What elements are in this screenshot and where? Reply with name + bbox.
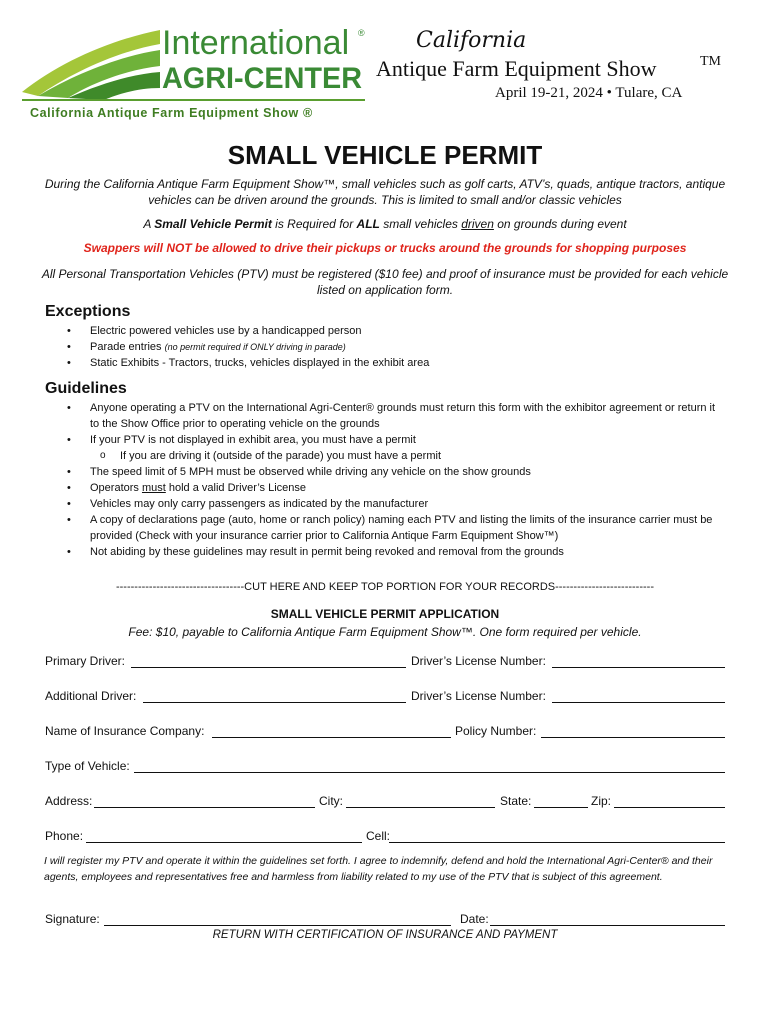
policy-number-label: Policy Number: (455, 724, 537, 738)
primary-driver-field[interactable] (131, 667, 406, 668)
list-item: • Anyone operating a PTV on the International Agri-Center® grounds must return this form with the exhibitor agreement or return it to the Show Office prior to operating vehicle on the grounds (45, 400, 725, 432)
exceptions-list (45, 323, 725, 371)
city-field[interactable] (346, 807, 495, 808)
list-item: • If your PTV is not displayed in exhibit area, you must have a permit o If you are driving it (outside of the parade) you must have a permit (45, 432, 725, 464)
logo-line2: AGRI-CENTER (162, 62, 363, 95)
license-number-2-field[interactable] (552, 702, 725, 703)
insurance-company-label: Name of Insurance Company: (45, 724, 205, 738)
license-number-label: Driver’s License Number: (411, 654, 546, 668)
sub-list (90, 448, 725, 464)
california-script: California (416, 28, 527, 53)
list-item: • Vehicles may only carry passengers as indicated by the manufacturer (45, 496, 725, 512)
intro-text: During the California Antique Farm Equipment Show™, small vehicles such as golf carts, ATV’s, quads, antique tractors, antique vehicles can be driven around the grounds. This is limited to small and/or classic vehicles (44, 177, 726, 207)
list-item: • Parade entries (no permit required if ONLY driving in parade) (45, 339, 725, 355)
list-item: • Operators must hold a valid Driver’s License (45, 480, 725, 496)
cell-label: Cell: (366, 829, 391, 843)
exceptions-heading: Exceptions (45, 303, 131, 320)
cell-field[interactable] (389, 842, 725, 843)
logo-line1: International (162, 24, 350, 62)
policy-number-field[interactable] (541, 737, 725, 738)
date-label: Date: (460, 912, 489, 926)
page-title: SMALL VEHICLE PERMIT (227, 140, 543, 170)
agreement-text: I will register my PTV and operate it within the guidelines set forth. I agree to indemnify, defend and hold the International Agri-Center® and their agents, employees and representatives free and harmless from liability related to my use of the PTV that is subject of this agreement. (44, 855, 713, 883)
header-rule (22, 99, 365, 101)
zip-label: Zip: (591, 794, 612, 808)
address-field[interactable] (94, 807, 315, 808)
vehicle-type-label: Type of Vehicle: (45, 759, 130, 773)
license-number-field[interactable] (552, 667, 725, 668)
signature-field[interactable] (104, 925, 451, 926)
ptv-note: All Personal Transportation Vehicles (PTV) must be registered ($10 fee) and proof of insurance must be provided for each vehicle listed on application form. (41, 267, 729, 297)
guidelines-heading: Guidelines (45, 380, 127, 397)
permit-required: A Small Vehicle Permit is Required for ALL small vehicles driven on grounds during event (143, 217, 627, 231)
list-item: • A copy of declarations page (auto, home or ranch policy) naming each PTV and listing the limits of the insurance carrier must be provided (Check with your insurance carrier prior to California Antique Farm Equipment Show™) (45, 512, 725, 544)
additional-driver-field[interactable] (143, 702, 406, 703)
return-note: RETURN WITH CERTIFICATION OF INSURANCE AND PAYMENT (212, 929, 558, 941)
vehicle-type-field[interactable] (134, 772, 725, 773)
show-title: Antique Farm Equipment Show (376, 56, 657, 81)
guidelines-list (45, 400, 725, 560)
logo-reg: ® (358, 28, 365, 38)
address-label: Address: (45, 794, 93, 808)
phone-field[interactable] (86, 842, 362, 843)
application-fee: Fee: $10, payable to California Antique Farm Equipment Show™. One form required per vehicle. (128, 625, 642, 639)
show-date: April 19-21, 2024 • Tulare, CA (495, 85, 683, 101)
application-title: SMALL VEHICLE PERMIT APPLICATION (270, 607, 500, 621)
list-item: • Not abiding by these guidelines may result in permit being revoked and removal from the grounds (45, 544, 725, 560)
show-trademark: TM (700, 54, 721, 69)
list-item: • The speed limit of 5 MPH must be observed while driving any vehicle on the show grounds (45, 464, 725, 480)
city-label: City: (319, 794, 343, 808)
list-item: • Static Exhibits - Tractors, trucks, vehicles displayed in the exhibit area (45, 355, 725, 371)
swappers-warning: Swappers will NOT be allowed to drive their pickups or trucks around the grounds for shopping purposes (83, 241, 687, 255)
additional-driver-label: Additional Driver: (45, 689, 137, 703)
signature-label: Signature: (45, 912, 100, 926)
date-field[interactable] (490, 925, 725, 926)
zip-field[interactable] (614, 807, 725, 808)
state-label: State: (500, 794, 532, 808)
primary-driver-label: Primary Driver: (45, 654, 125, 668)
cut-line: -----------------------------------CUT HERE AND KEEP TOP PORTION FOR YOUR RECORDS--------------------------- (115, 581, 655, 593)
agri-center-logo (20, 22, 365, 100)
phone-label: Phone: (45, 829, 84, 843)
list-item: • Electric powered vehicles use by a handicapped person (45, 323, 725, 339)
state-field[interactable] (534, 807, 588, 808)
show-ribbon: California Antique Farm Equipment Show ® (30, 106, 313, 120)
license-number-2-label: Driver’s License Number: (411, 689, 546, 703)
insurance-company-field[interactable] (212, 737, 451, 738)
list-item: o If you are driving it (outside of the parade) you must have a permit (45, 448, 725, 464)
